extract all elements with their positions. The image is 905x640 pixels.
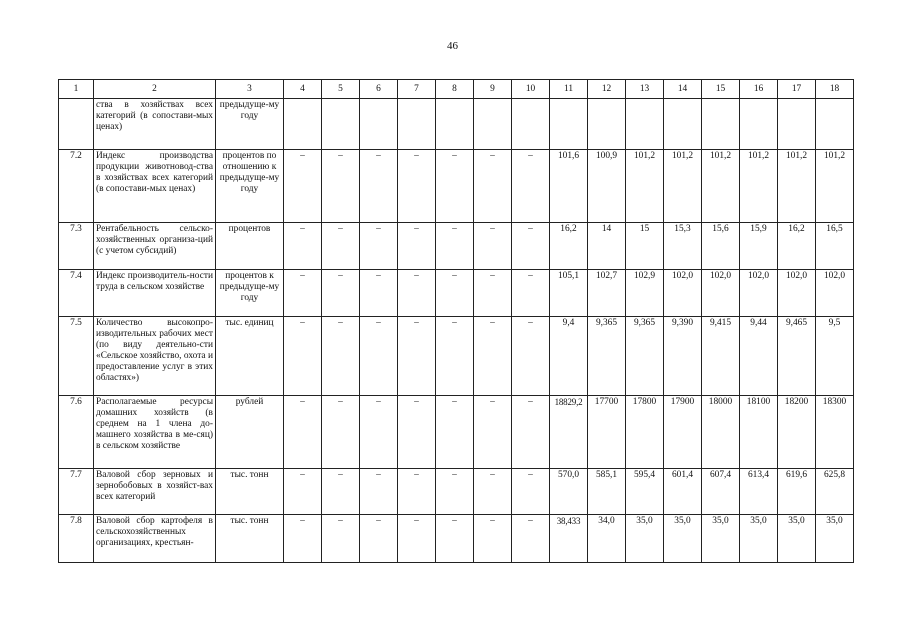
empty-value-cell: – bbox=[436, 270, 474, 317]
empty-value-cell: – bbox=[474, 150, 512, 223]
value-cell: 102,0 bbox=[740, 270, 778, 317]
column-header: 8 bbox=[436, 80, 474, 99]
empty-value-cell: – bbox=[398, 515, 436, 563]
value-cell: 38,433 bbox=[550, 515, 588, 563]
empty-value-cell bbox=[360, 99, 398, 150]
empty-value-cell: – bbox=[322, 396, 360, 469]
empty-value-cell: – bbox=[512, 150, 550, 223]
empty-value-cell: – bbox=[360, 223, 398, 270]
empty-value-cell: – bbox=[322, 469, 360, 515]
value-cell: 35,0 bbox=[702, 515, 740, 563]
value-cell: 16,2 bbox=[778, 223, 816, 270]
value-cell: 34,0 bbox=[588, 515, 626, 563]
value-cell: 18300 bbox=[816, 396, 854, 469]
empty-value-cell: – bbox=[474, 396, 512, 469]
value-cell: 15,6 bbox=[702, 223, 740, 270]
empty-value-cell: – bbox=[436, 469, 474, 515]
empty-value-cell: – bbox=[436, 515, 474, 563]
empty-value-cell: – bbox=[436, 317, 474, 396]
value-cell: 601,4 bbox=[664, 469, 702, 515]
column-header: 15 bbox=[702, 80, 740, 99]
unit-of-measure: процентов по отношению к предыдуще-му году bbox=[216, 150, 284, 223]
empty-value-cell: – bbox=[436, 223, 474, 270]
column-header: 6 bbox=[360, 80, 398, 99]
column-header: 13 bbox=[626, 80, 664, 99]
value-cell: 9,4 bbox=[550, 317, 588, 396]
value-cell: 17800 bbox=[626, 396, 664, 469]
value-cell bbox=[626, 99, 664, 150]
value-cell bbox=[664, 99, 702, 150]
value-cell bbox=[740, 99, 778, 150]
column-header: 5 bbox=[322, 80, 360, 99]
value-cell bbox=[816, 99, 854, 150]
indicator-name: Индекс производитель-ности труда в сельском хозяйстве bbox=[94, 270, 216, 317]
value-cell: 102,0 bbox=[702, 270, 740, 317]
value-cell: 9,390 bbox=[664, 317, 702, 396]
empty-value-cell: – bbox=[284, 396, 322, 469]
value-cell: 15 bbox=[626, 223, 664, 270]
empty-value-cell: – bbox=[322, 223, 360, 270]
value-cell: 625,8 bbox=[816, 469, 854, 515]
unit-of-measure: процентов к предыдуще-му году bbox=[216, 270, 284, 317]
row-number: 7.3 bbox=[59, 223, 94, 270]
indicator-name: ства в хозяйствах всех категорий (в сопостави-мых ценах) bbox=[94, 99, 216, 150]
value-cell: 35,0 bbox=[626, 515, 664, 563]
value-cell: 101,6 bbox=[550, 150, 588, 223]
value-cell: 18200 bbox=[778, 396, 816, 469]
unit-of-measure: предыдуще-му году bbox=[216, 99, 284, 150]
value-cell: 102,9 bbox=[626, 270, 664, 317]
empty-value-cell: – bbox=[398, 469, 436, 515]
column-header: 17 bbox=[778, 80, 816, 99]
indicator-name: Индекс производства продукции животновод-ства в хозяйствах всех категорий (в сопостави-мых ценах) bbox=[94, 150, 216, 223]
table-row bbox=[59, 469, 854, 515]
indicator-name: Валовой сбор зерновых и зернобобовых в хозяйст-вах всех категорий bbox=[94, 469, 216, 515]
value-cell: 18000 bbox=[702, 396, 740, 469]
value-cell bbox=[588, 99, 626, 150]
value-cell: 570,0 bbox=[550, 469, 588, 515]
value-cell: 35,0 bbox=[664, 515, 702, 563]
value-cell bbox=[550, 99, 588, 150]
page-number: 46 bbox=[447, 40, 458, 52]
value-cell bbox=[778, 99, 816, 150]
empty-value-cell: – bbox=[284, 150, 322, 223]
empty-value-cell bbox=[436, 99, 474, 150]
value-cell: 9,365 bbox=[626, 317, 664, 396]
value-cell: 14 bbox=[588, 223, 626, 270]
column-header: 10 bbox=[512, 80, 550, 99]
empty-value-cell: – bbox=[398, 396, 436, 469]
column-header: 1 bbox=[59, 80, 94, 99]
empty-value-cell: – bbox=[360, 515, 398, 563]
table-row bbox=[59, 223, 854, 270]
value-cell: 18829,2 bbox=[550, 396, 588, 469]
row-number: 7.7 bbox=[59, 469, 94, 515]
empty-value-cell: – bbox=[322, 515, 360, 563]
row-number: 7.8 bbox=[59, 515, 94, 563]
empty-value-cell: – bbox=[398, 223, 436, 270]
empty-value-cell bbox=[284, 99, 322, 150]
value-cell: 16,2 bbox=[550, 223, 588, 270]
column-header: 2 bbox=[94, 80, 216, 99]
value-cell: 15,3 bbox=[664, 223, 702, 270]
empty-value-cell: – bbox=[360, 396, 398, 469]
row-number bbox=[59, 99, 94, 150]
indicator-name: Рентабельность сельско-хозяйственных организа-ций (с учетом субсидий) bbox=[94, 223, 216, 270]
value-cell: 105,1 bbox=[550, 270, 588, 317]
column-header: 7 bbox=[398, 80, 436, 99]
empty-value-cell: – bbox=[474, 317, 512, 396]
value-cell: 9,415 bbox=[702, 317, 740, 396]
row-number: 7.2 bbox=[59, 150, 94, 223]
empty-value-cell: – bbox=[284, 223, 322, 270]
table-row bbox=[59, 317, 854, 396]
value-cell: 607,4 bbox=[702, 469, 740, 515]
value-cell: 585,1 bbox=[588, 469, 626, 515]
empty-value-cell: – bbox=[322, 150, 360, 223]
row-number: 7.5 bbox=[59, 317, 94, 396]
header-row bbox=[59, 80, 854, 99]
row-number: 7.4 bbox=[59, 270, 94, 317]
indicator-name: Количество высокопро-изводительных рабочих мест (по виду деятельно-сти «Сельское хозяйство, охота и предоставление услуг в этих областях») bbox=[94, 317, 216, 396]
value-cell: 101,2 bbox=[664, 150, 702, 223]
column-header: 18 bbox=[816, 80, 854, 99]
value-cell: 9,5 bbox=[816, 317, 854, 396]
value-cell: 613,4 bbox=[740, 469, 778, 515]
empty-value-cell: – bbox=[360, 469, 398, 515]
value-cell: 101,2 bbox=[816, 150, 854, 223]
value-cell: 16,5 bbox=[816, 223, 854, 270]
empty-value-cell: – bbox=[512, 270, 550, 317]
empty-value-cell bbox=[512, 99, 550, 150]
table-row bbox=[59, 99, 854, 150]
unit-of-measure: тыс. единиц bbox=[216, 317, 284, 396]
column-header: 3 bbox=[216, 80, 284, 99]
value-cell: 102,7 bbox=[588, 270, 626, 317]
empty-value-cell bbox=[322, 99, 360, 150]
empty-value-cell: – bbox=[284, 317, 322, 396]
empty-value-cell: – bbox=[284, 270, 322, 317]
empty-value-cell bbox=[474, 99, 512, 150]
indicator-name: Располагаемые ресурсы домашних хозяйств (в среднем на 1 члена до-машнего хозяйства в ме-сяц) в сельском хозяйстве bbox=[94, 396, 216, 469]
unit-of-measure: процентов bbox=[216, 223, 284, 270]
empty-value-cell: – bbox=[398, 270, 436, 317]
empty-value-cell: – bbox=[398, 150, 436, 223]
empty-value-cell bbox=[398, 99, 436, 150]
value-cell: 102,0 bbox=[816, 270, 854, 317]
value-cell: 35,0 bbox=[740, 515, 778, 563]
empty-value-cell: – bbox=[360, 317, 398, 396]
table-row bbox=[59, 150, 854, 223]
value-cell: 619,6 bbox=[778, 469, 816, 515]
empty-value-cell: – bbox=[284, 469, 322, 515]
column-header: 11 bbox=[550, 80, 588, 99]
column-header: 4 bbox=[284, 80, 322, 99]
value-cell bbox=[702, 99, 740, 150]
empty-value-cell: – bbox=[512, 317, 550, 396]
column-header: 12 bbox=[588, 80, 626, 99]
value-cell: 9,465 bbox=[778, 317, 816, 396]
unit-of-measure: тыс. тонн bbox=[216, 515, 284, 563]
table-row bbox=[59, 270, 854, 317]
value-cell: 17900 bbox=[664, 396, 702, 469]
value-cell: 17700 bbox=[588, 396, 626, 469]
table-row bbox=[59, 515, 854, 563]
data-table bbox=[58, 79, 854, 563]
value-cell: 9,365 bbox=[588, 317, 626, 396]
column-header: 14 bbox=[664, 80, 702, 99]
column-header: 16 bbox=[740, 80, 778, 99]
column-header: 9 bbox=[474, 80, 512, 99]
empty-value-cell: – bbox=[474, 469, 512, 515]
empty-value-cell: – bbox=[284, 515, 322, 563]
empty-value-cell: – bbox=[512, 515, 550, 563]
empty-value-cell: – bbox=[436, 396, 474, 469]
value-cell: 595,4 bbox=[626, 469, 664, 515]
value-cell: 102,0 bbox=[664, 270, 702, 317]
indicator-name: Валовой сбор картофеля в сельскохозяйственных организациях, крестьян- bbox=[94, 515, 216, 563]
value-cell: 100,9 bbox=[588, 150, 626, 223]
empty-value-cell: – bbox=[322, 317, 360, 396]
value-cell: 101,2 bbox=[740, 150, 778, 223]
empty-value-cell: – bbox=[512, 469, 550, 515]
empty-value-cell: – bbox=[474, 223, 512, 270]
empty-value-cell: – bbox=[360, 150, 398, 223]
value-cell: 15,9 bbox=[740, 223, 778, 270]
value-cell: 18100 bbox=[740, 396, 778, 469]
value-cell: 102,0 bbox=[778, 270, 816, 317]
unit-of-measure: рублей bbox=[216, 396, 284, 469]
value-cell: 101,2 bbox=[778, 150, 816, 223]
empty-value-cell: – bbox=[322, 270, 360, 317]
value-cell: 35,0 bbox=[816, 515, 854, 563]
row-number: 7.6 bbox=[59, 396, 94, 469]
unit-of-measure: тыс. тонн bbox=[216, 469, 284, 515]
empty-value-cell: – bbox=[474, 270, 512, 317]
empty-value-cell: – bbox=[512, 396, 550, 469]
empty-value-cell: – bbox=[360, 270, 398, 317]
value-cell: 101,2 bbox=[626, 150, 664, 223]
empty-value-cell: – bbox=[512, 223, 550, 270]
empty-value-cell: – bbox=[398, 317, 436, 396]
table-row bbox=[59, 396, 854, 469]
value-cell: 101,2 bbox=[702, 150, 740, 223]
value-cell: 35,0 bbox=[778, 515, 816, 563]
empty-value-cell: – bbox=[436, 150, 474, 223]
value-cell: 9,44 bbox=[740, 317, 778, 396]
empty-value-cell: – bbox=[474, 515, 512, 563]
